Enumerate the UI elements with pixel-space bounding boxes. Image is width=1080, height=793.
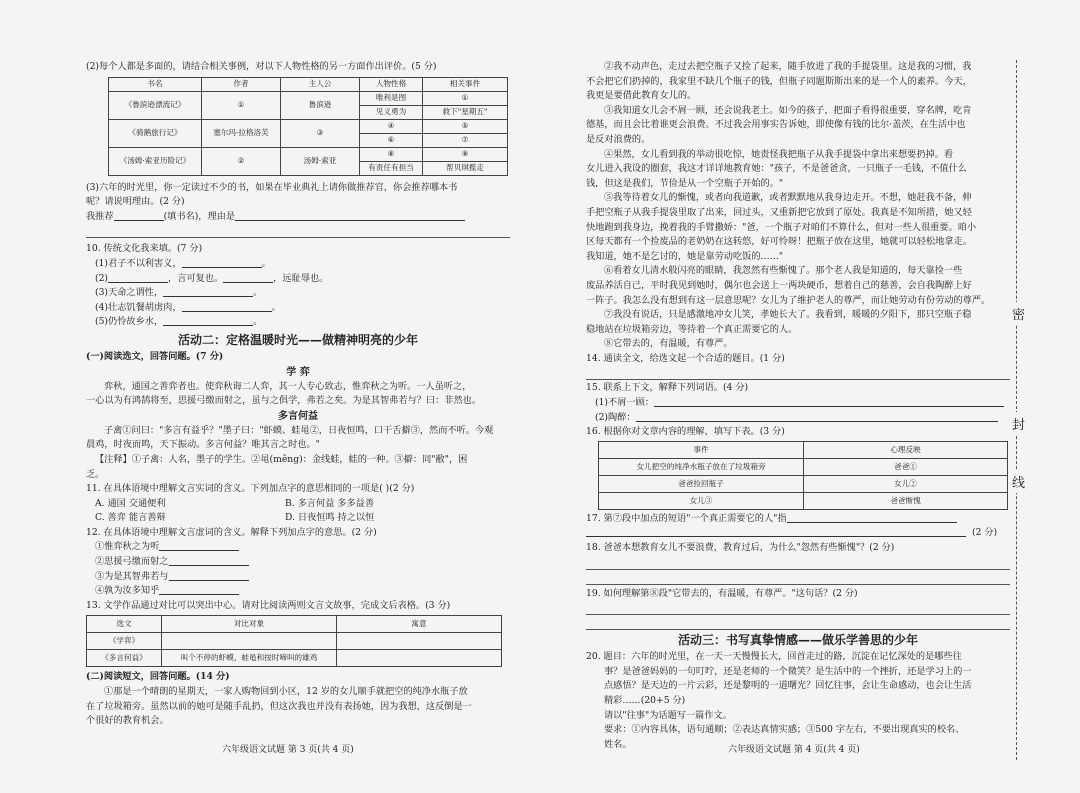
q15-item-1 [586,396,1010,411]
q10-blank[interactable] [108,272,168,283]
q10-blank[interactable] [163,315,253,326]
table-cell[interactable] [337,633,502,650]
q10-item-3 [86,286,510,301]
q10-item-text: (1)君子不以利害义， [95,257,182,269]
story-line: 德基，而且会比着谁更会浪费。不过我会用事实告诉她，即使像有钱的比尔·盖茨，在生活中也 [586,119,966,131]
q10-item-text: (3)天命之谓性， [95,287,164,299]
q10-item-mid: ，言可复也。 [168,272,224,284]
table-cell: 《多言何益》 [87,650,162,667]
table-cell: ③ [281,119,360,147]
table-cell: ① [202,91,281,119]
page-3-content [86,60,510,729]
story-line: 个很好的教育机会。 [86,715,169,727]
story-line: ②我不动声色，走过去把空瓶子又捡了起来，随手放进了我的手提袋里。这是我的习惯，我 [604,61,972,72]
q10-title: 10. 传统文化我来填。(7 分) [86,243,203,255]
table-header: 对比对象 [162,616,337,633]
story-line: 不会把它们扔掉的，我家里不缺几个瓶子的钱，但瓶子同题斯斯出来的是一个人的素养。今天， [586,75,972,87]
q10-item-end: 。 [271,301,281,313]
recommend-label: 我推荐 [86,210,114,222]
table-cell: 爸爸惭愧 [804,492,1008,509]
table-cell: 救下"星期五" [423,105,508,119]
story-line: 区每天都有一个捡废品的老奶奶在这转悠，好可怜呀！把瓶子放在这里，她就可以轻松地拿走。 [586,236,972,248]
q12-item-text: ②思援弓缴而射之 [95,556,169,568]
q17-blank[interactable] [787,512,957,523]
q12-blank[interactable] [159,540,239,551]
text-1-line: 一心以为有鸿鹄将至，思援弓缴而射之，虽与之俱学，弗若之矣。为是其智弗若与？曰：非然也。 [86,395,482,407]
q15-item-text: (1)不屑一顾： [595,397,654,409]
q20-line: 20. 题目：六年的时光里，在一天一天慢慢长大，回首走过的路，沉淀在记忆深处的是哪些往 [586,651,962,663]
q15-item-2 [586,411,1010,426]
table-row [87,633,502,650]
book-name-blank[interactable] [114,210,164,221]
q17-line-2 [586,526,1010,541]
story-line: 一阵子。我怎么没有想到有这一层意思呢？女儿为了维护老人的尊严，而让她劳动有份劳动的尊严。 [586,294,991,306]
q9-3-answer-line [86,210,510,225]
q10-item-text: (2) [95,272,109,284]
q16-title: 16. 根据你对文章内容的理解，填写下表。(3 分) [586,426,785,438]
q12-blank[interactable] [159,584,239,595]
q10-item-end: 。 [253,316,263,328]
table-header: 主人公 [281,77,360,91]
q10-blank[interactable] [182,257,262,268]
q14-title: 14. 通读全文，给选文起一个合适的题目。(1 分) [586,352,785,364]
q12-blank[interactable] [169,555,249,566]
table-header: 作者 [202,77,281,91]
q19-answer-line[interactable] [586,601,1010,615]
story-line: 在了垃圾箱旁。虽然以前的她可是随手乱扔，但这次我也并没有表扬她，因为我想，这反倒是一 [86,700,472,712]
q10-item-end: ，远耻辱也。 [273,272,329,284]
text-2-line: 晨鸡，时夜而鸣，天下振动。多言何益？唯其言之时也。" [86,439,320,451]
table-cell[interactable]: 女儿② [804,475,1008,492]
table-cell: 见义勇为 [360,105,423,119]
story-line: ⑤我等待着女儿的惭愧，或者向我道歉，或者默默地从我身边走开。不想，她赶我不备，伸 [604,192,972,204]
q18-answer-line[interactable] [586,556,1010,570]
table-row [599,475,1008,492]
table-cell: 《骑鹅旅行记》 [109,119,202,147]
q12-blank[interactable] [169,570,249,581]
table-cell: 《学弈》 [87,633,162,650]
text-2-line: 子禽①问曰："多言有益乎？"墨子曰："虾蟆、蛙黾②，日夜恒鸣，口干舌擗③，然而不听。今观 [104,424,494,436]
table-row [109,147,508,161]
story-line: 稳地站在垃圾箱旁边，等待着一个真正需要它的人。 [586,323,798,335]
q20-line: 点感悟？是天边的一片云彩，还是黎明的一道曙光？回忆往事，会让生命感动，也会让生活 [604,680,972,692]
story-line: ⑧它带去的，有温暖，有尊严。 [604,338,733,350]
story-line: ⑦我没有说话，只是感激地冲女儿笑，孝她长大了。我看到，暖暖的夕阳下，那只空瓶子稳 [604,309,972,321]
q20-line: 事？是爸爸妈妈的一句叮咛，还是老师的一个微笑？是生活中的一个挫折，还是学习上的一 [604,665,972,677]
q14-answer-line[interactable] [586,366,1010,380]
story-line: 废品养活自己，平时我见到她时，偶尔也会送上一两块硬币，想着自己的慈善，会自我陶醉上好 [586,279,972,291]
table-cell: ⑥ [360,133,423,147]
part-2-heading: (二)阅读短文，回答问题。(14 分) [86,671,230,683]
page-footer: 六年级语文试题 第 4 页(共 4 页) [728,745,860,755]
story-line: ⑥看着女儿清水般闪亮的眼睛，我忽然有些惭愧了。那个老人我是知道的，每天靠捡一些 [604,265,963,277]
q19-title: 19. 如何理解第⑧段"它带去的，有温暖，有尊严。"这句话？(2 分) [586,587,858,599]
table-cell: ⑦ [423,133,508,147]
compare-table [86,615,502,667]
table-cell: 汤姆·索亚 [281,147,360,175]
q10-item-end: 。 [261,257,271,269]
table-header: 事件 [599,441,804,458]
table-cell: 有责任有担当 [360,161,423,175]
text-1-line: 弈秋，通国之善弈者也。使弈秋诲二人弈，其一人专心致志，惟弈秋之为听。一人虽听之， [104,380,472,392]
note-line: 【注释】①子禽：人名，墨子的学生。②黾(měng)：金线蛙，蛙的一种。③擗：同"敝"，困 [95,453,468,465]
q12-item-text: ①惟弈秋之为听 [95,541,160,553]
reason-label: (填书名)，理由是 [163,210,236,222]
story-line: 我知道，她不是乞讨的，她是靠劳动吃饭的……" [586,250,784,262]
seal-line [1016,60,1021,760]
q10-item-1 [86,257,510,272]
table-cell: 帮贝琪揽走 [423,161,508,175]
q18-title: 18. 爸爸本想教育女儿不要浪费，教育过后，为什么"忽然有些惭愧"？(2 分) [586,542,895,554]
story-line: 我更是要借此教育女儿的。 [586,90,697,102]
q10-item-5 [86,315,510,330]
table-header-row [87,616,502,633]
activity-2-title: 活动二：定格温暖时光——做精神明亮的少年 [177,332,418,347]
q17-line [586,512,1010,527]
q11-option-a[interactable]: A. 通国 交通便利 [95,497,166,509]
table-cell: 爸爸捡回瓶子 [599,475,804,492]
table-cell: ④ [360,119,423,133]
q13-title: 13. 文学作品通过对比可以突出中心。请对比阅读两则文言文故事，完成文后表格。(3 分) [86,599,451,611]
table-cell[interactable] [337,650,502,667]
table-cell[interactable] [162,633,337,650]
story-line: 快地跑到我身边，挽着我的手臂撒娇："爸，一个瓶子对咱们不算什么，但对一些人很重要。咱小 [586,221,977,233]
story-line: ①那是一个晴朗的星期天，一家人购物回到小区，12 岁的女儿顺手就把空的纯净水瓶子放 [104,686,468,698]
q19-answer-line[interactable] [586,616,1010,630]
seal-char: 线 [1012,470,1025,493]
q12-item [86,540,510,555]
page-4 [540,0,1080,793]
q12-item-text: ③为是其智弗若与 [95,570,169,582]
story-line: ④果然，女儿看到我的举动很吃惊，她责怪我把瓶子从我手提袋中拿出来想要扔掉。看 [604,148,954,160]
q17-blank[interactable] [586,526,966,537]
q10-blank[interactable] [182,301,272,312]
q11-option-d[interactable]: D. 日夜恒鸣 持之以恒 [285,512,375,524]
story-continuation [586,60,1010,352]
table-header: 人物性格 [360,77,423,91]
q20-line: 要求：①内容具体，语句通顺；②表达真情实感；③500 字左右，不要出现真实的校名、 [604,724,965,736]
page-4-content [586,60,1010,752]
q10-blank[interactable] [223,272,273,283]
table-header: 心理反映 [804,441,1008,458]
q11-option-b[interactable]: B. 多言何益 多多益善 [285,497,375,509]
activity-3-title: 活动三：书写真挚情感——做乐学善思的少年 [677,633,918,648]
table-cell[interactable]: 爸爸① [804,458,1008,475]
q20-block [586,650,1010,752]
q12-title: 12. 在具体语境中理解文言虚词的含义。解释下列加点字的意思。(2 分) [86,526,377,538]
part-1-heading: (一)阅读选文，回答问题。(7 分) [86,350,224,362]
q10-item-text: (5)仍怜故乡水， [95,316,164,328]
q10-item-2 [86,272,510,287]
story-line: ③我知道女儿会不屑一顾，还会说我老土。如今的孩子，把面子看得很重要，穿名牌，吃肯 [604,104,972,116]
event-table [598,441,1008,510]
q9-3-line2: 呢？请说明理由。(2 分) [86,196,185,208]
q18-answer-line[interactable] [586,571,1010,585]
q15-blank[interactable] [654,396,1004,407]
q12-item [86,570,510,585]
table-header: 相关事件 [423,77,508,91]
table-cell: 唯利是图 [360,91,423,105]
table-row [599,458,1008,475]
q12-item [86,584,510,599]
q12-item-text: ④孰为汝多知乎 [95,585,160,597]
q10-item-4 [86,301,510,316]
q12-item [86,555,510,570]
table-cell: ⑧ [360,147,423,161]
table-header: 寓意 [337,616,502,633]
q20-line: 姓名。 [604,738,632,750]
q10-item-end: 。 [253,287,263,299]
q11-option-c[interactable]: C. 善弈 能言善辩 [95,512,166,524]
table-cell: 鲁滨逊 [281,91,360,119]
table-cell: 《汤姆·索亚历险记》 [109,147,202,175]
table-cell: ⑤ [423,119,508,133]
seal-char: 密 [1012,302,1025,325]
q17-title: 17. 第⑦段中加点的短语"一个真正需要它的人"指 [586,512,787,524]
table-header: 书名 [109,77,202,91]
q11-options-row [86,497,510,512]
q17-score: (2 分) [972,527,998,539]
table-cell[interactable]: 女儿③ [599,492,804,509]
q9-2-prompt: (2)每个人都是多面的，请结合相关事例，对以下人物性格的另一方面作出评价。(5 分) [86,61,437,72]
reason-blank[interactable] [235,210,465,221]
story-line: 是反对浪费的。 [586,133,651,145]
note-line: 乏。 [86,468,105,480]
page-footer: 六年级语文试题 第 3 页(共 4 页) [222,745,354,755]
table-cell: 女儿把空的纯净水瓶子放在了垃圾箱旁 [599,458,804,475]
table-header: 选文 [87,616,162,633]
q20-line: 请以"往事"为话题写一篇作文。 [604,709,732,721]
character-table [108,77,508,176]
q15-item-text: (2)陶醉： [595,411,636,423]
table-row [109,91,508,105]
q15-blank[interactable] [636,411,998,422]
table-row [87,650,502,667]
table-cell: 塞尔玛·拉格洛芙 [202,119,281,147]
table-row [109,119,508,133]
table-row [599,492,1008,509]
table-cell: ① [423,91,508,105]
table-cell: 叫个不停的虾蟆、蛙黾和按时啼叫的雄鸡 [162,650,337,667]
q20-line: 精彩……(20+5 分) [604,695,686,706]
story-line: 手把空瓶子从我手提袋里取了出来，回过头，又重新把它放到了原处。我真是不知所措，她又轻 [586,206,972,218]
q11-options-row [86,511,510,526]
story-line: 女儿进入我设的圈套，我这才详详地教育她："孩子，不是爸爸贪，一只瓶子一毛钱，不值什么 [586,163,967,175]
q15-title: 15. 联系上下文，解释下列词语。(4 分) [586,382,749,394]
text-1-title: 学 弈 [286,366,310,378]
seal-char: 封 [1012,412,1025,435]
text-2-title: 多言何益 [278,410,318,422]
q10-blank[interactable] [163,286,253,297]
table-header-row [109,77,508,91]
table-cell: ② [202,147,281,175]
story-line: 钱，但这是我们，节俭是从一个空瓶子开始的。" [586,177,784,189]
table-cell: ⑨ [423,147,508,161]
table-header-row [599,441,1008,458]
q11-title: 11. 在具体语境中理解文言实词的含义。下列加点字的意思相同的一项是( )(2 分) [86,483,415,495]
reason-blank-line[interactable] [86,224,510,238]
q10-item-text: (4)壮志饥餐胡虏肉， [95,301,182,313]
table-cell: 《鲁滨逊漂流记》 [109,91,202,119]
q9-3-line1: (3)六年的时光里，你一定读过不少的书，如果在毕业典礼上请你做推荐官，你会推荐哪本书 [86,181,458,193]
